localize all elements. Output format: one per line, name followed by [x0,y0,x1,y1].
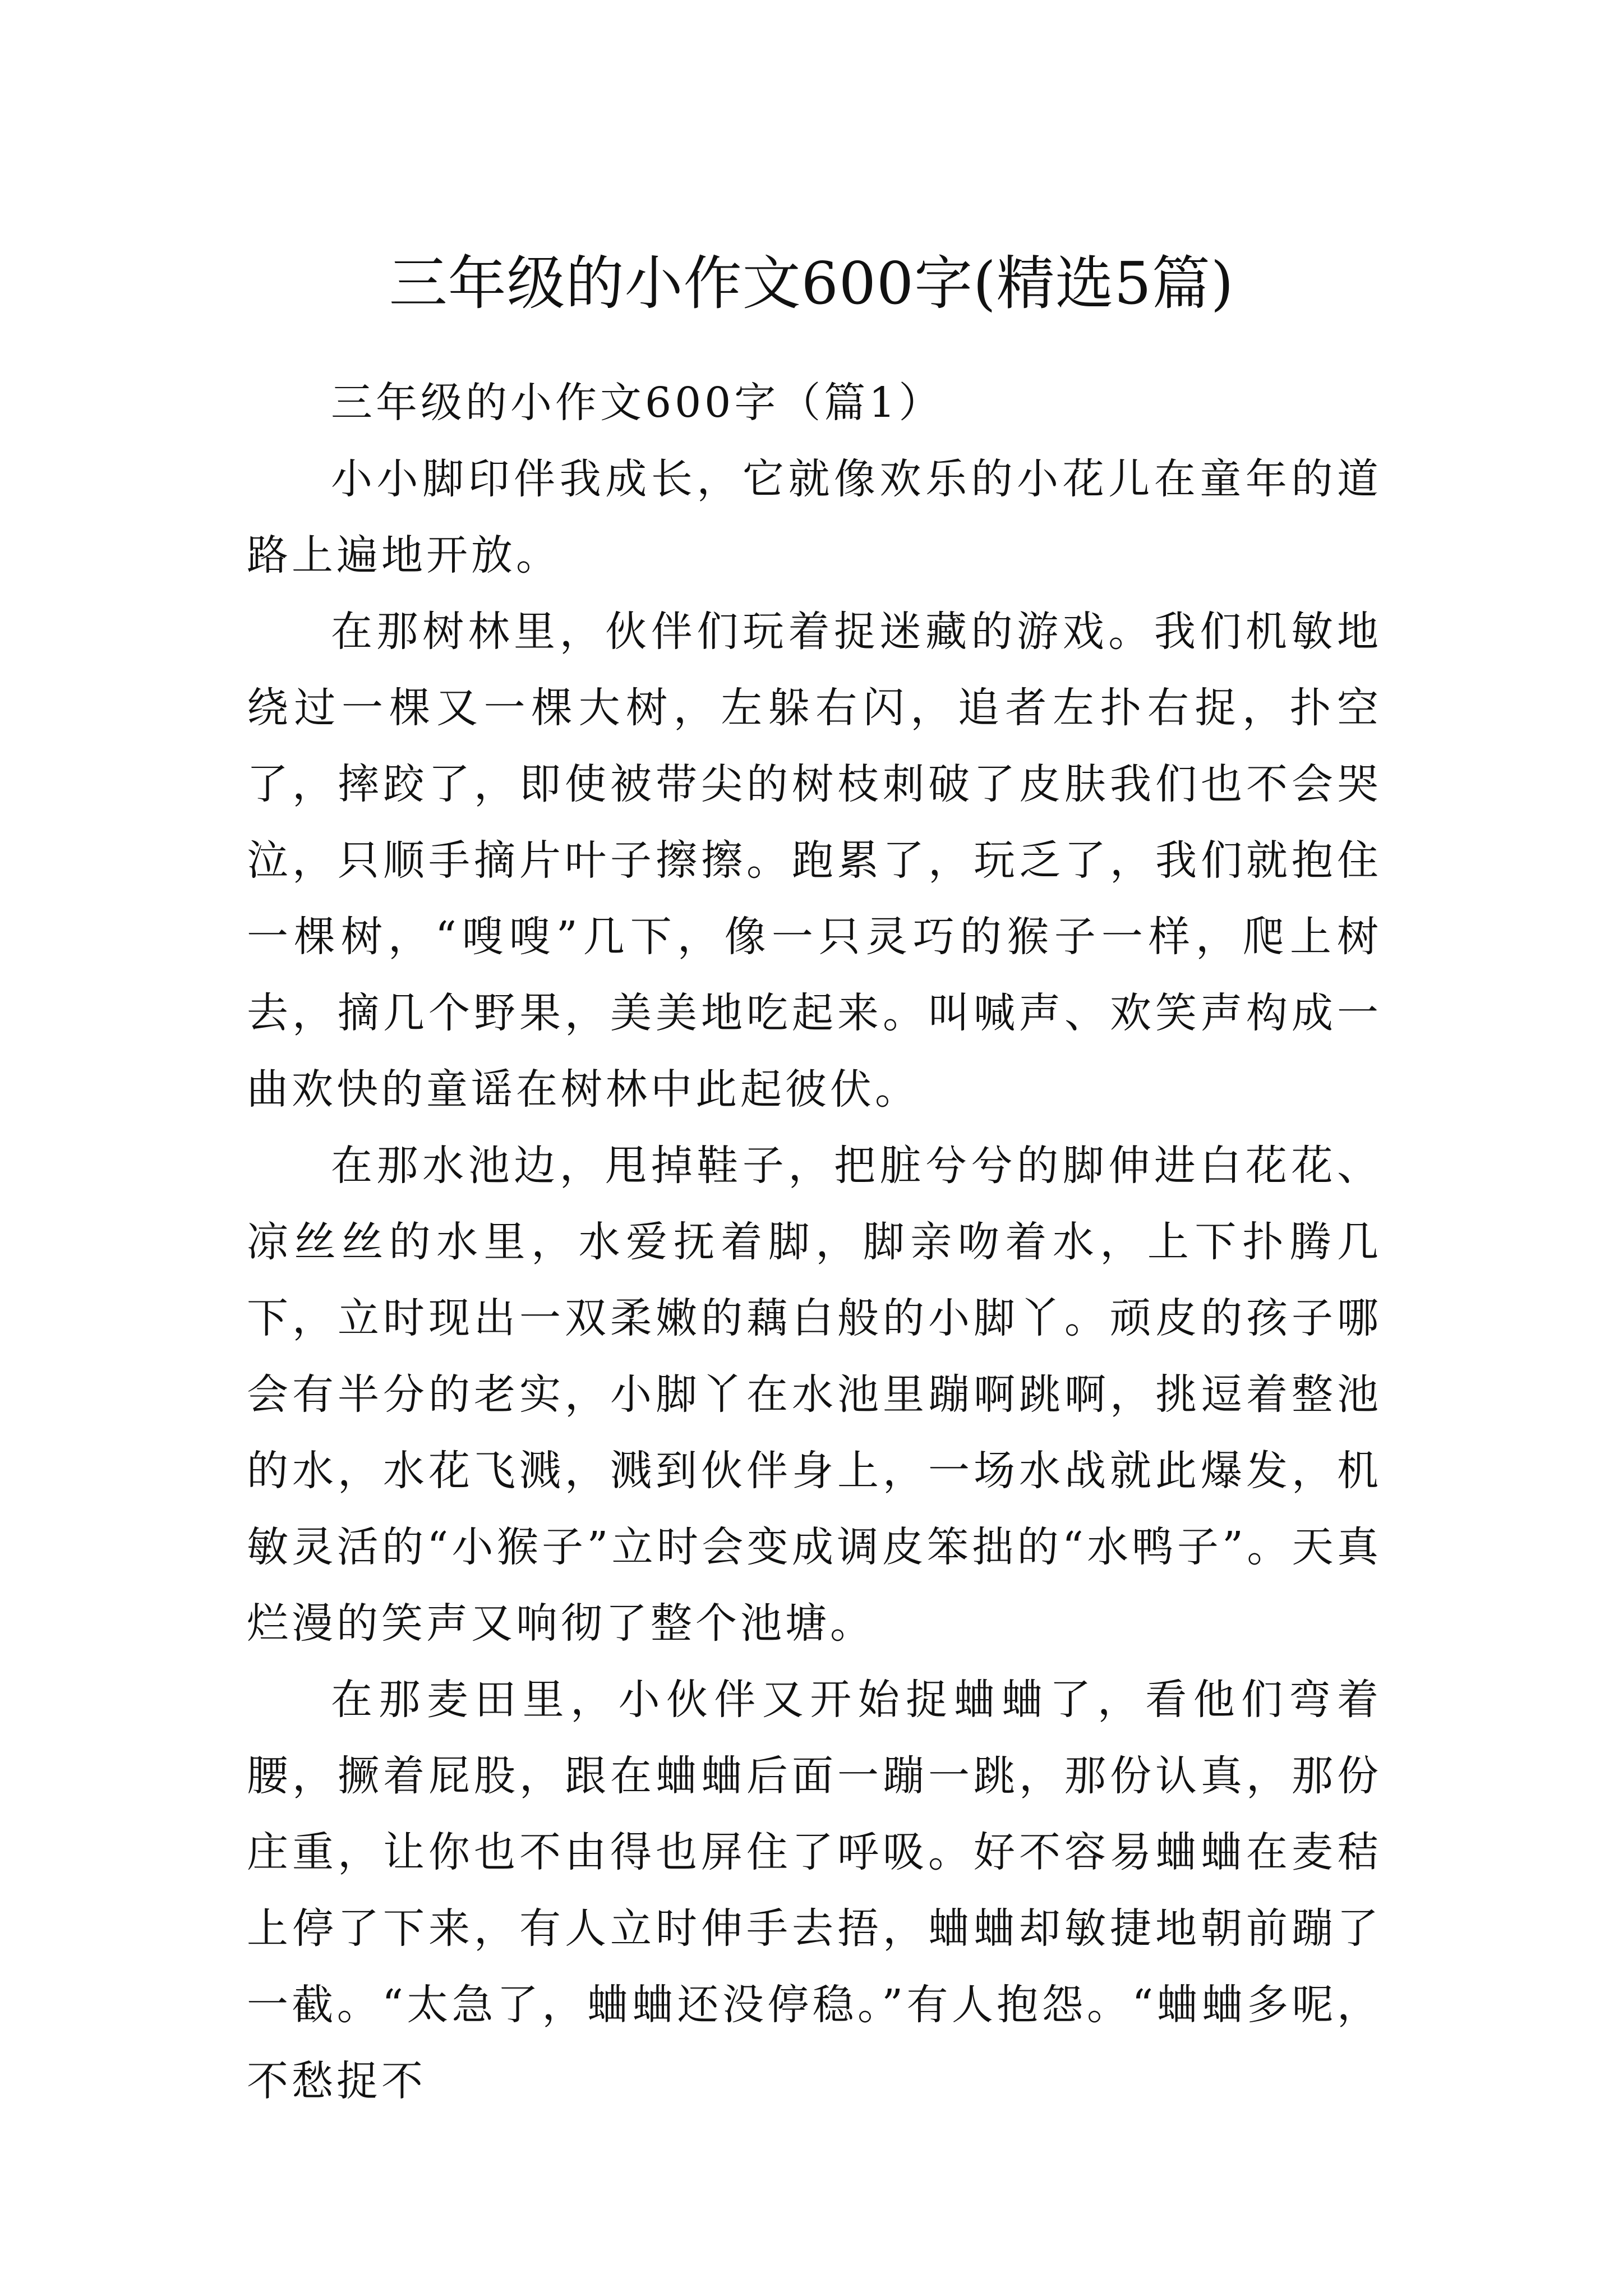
document-title: 三年级的小作文600字(精选5篇) [389,249,1234,318]
paragraph: 小小脚印伴我成长，它就像欢乐的小花儿在童年的道路上遍地开放。 [247,455,1382,579]
paragraph: 在那水池边，甩掉鞋子，把脏兮兮的脚伸进白花花、凉丝丝的水里，水爱抚着脚，脚亲吻着水，上下扑腾几下，立时现出一双柔嫩的藕白般的小脚丫。顽皮的孩子哪会有半分的老实，小脚丫在水池里蹦啊跳啊，挑逗着整池的水，水花飞溅，溅到伙伴身上，一场水战就此爆发，机敏灵活的“小猴子”立时会变成调皮笨拙的“水鸭子”。天真烂漫的笑声又响彻了整个池塘。 [247,1142,1382,1648]
document-body [247,365,1382,2119]
paragraph: 在那麦田里，小伙伴又开始捉蛐蛐了，看他们弯着腰，撅着屁股，跟在蛐蛐后面一蹦一跳，那份认真，那份庄重，让你也不由得也屏住了呼吸。好不容易蛐蛐在麦秸上停了下来，有人立时伸手去捂，蛐蛐却敏捷地朝前蹦了一截。“太急了，蛐蛐还没停稳。”有人抱怨。“蛐蛐多呢，不愁捉不 [247,1676,1382,2105]
section-heading: 三年级的小作文600字（篇1） [331,379,944,427]
paragraph: 在那树林里，伙伴们玩着捉迷藏的游戏。我们机敏地绕过一棵又一棵大树，左躲右闪，追者左扑右捉，扑空了，摔跤了，即使被带尖的树枝刺破了皮肤我们也不会哭泣，只顺手摘片叶子擦擦。跑累了，玩乏了，我们就抱住一棵树，“嗖嗖”几下，像一只灵巧的猴子一样，爬上树去，摘几个野果，美美地吃起来。叫喊声、欢笑声构成一曲欢快的童谣在树林中此起彼伏。 [247,608,1382,1114]
